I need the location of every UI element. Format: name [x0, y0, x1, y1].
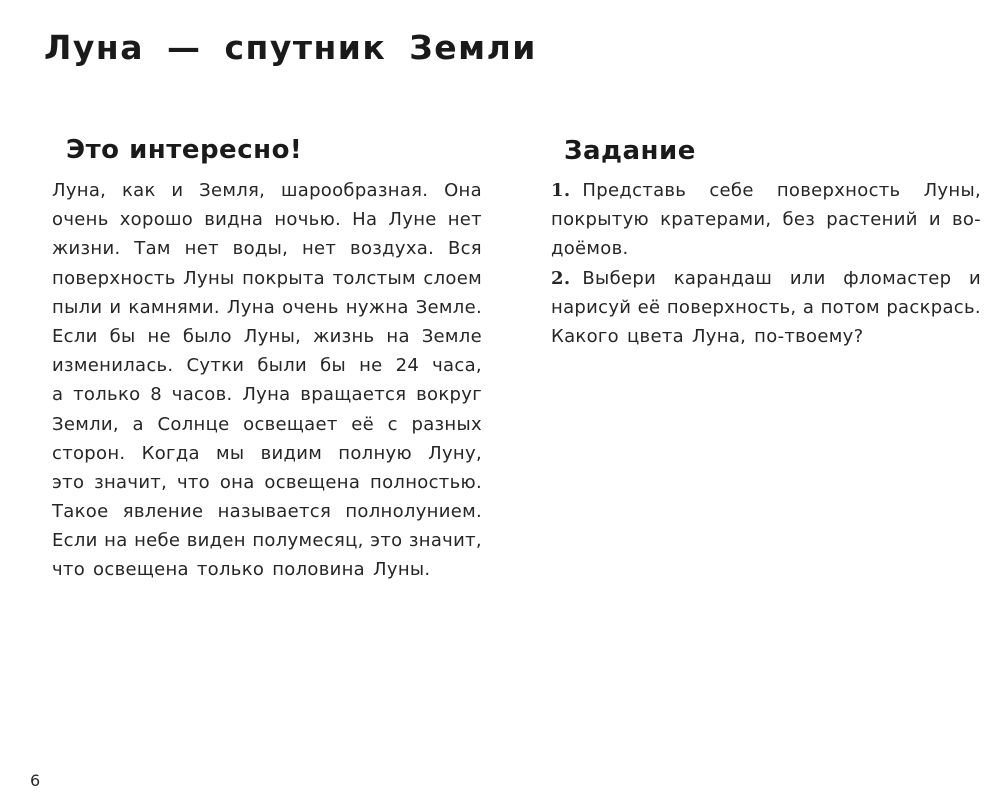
word: а [802, 296, 815, 318]
word: 24 [395, 355, 420, 377]
task-line-first [551, 264, 981, 293]
word: Вся [447, 238, 482, 260]
word: без [782, 209, 816, 231]
task-line [551, 205, 981, 234]
word: полностью. [370, 471, 482, 493]
word: нет [447, 209, 482, 231]
task-number: 1. [551, 180, 571, 201]
word: жизни. [52, 238, 121, 260]
text-line [52, 351, 482, 380]
text-line [52, 410, 482, 439]
word: значит, [408, 530, 482, 552]
word: она [219, 471, 255, 493]
text-line [52, 439, 482, 468]
word: нет [301, 238, 337, 260]
word: были [257, 355, 308, 377]
word: воды, [232, 238, 289, 260]
word: Луну, [428, 442, 482, 464]
word: а [52, 384, 64, 406]
word: Земле. [415, 296, 482, 318]
word: и [109, 296, 122, 318]
word: хорошо [119, 209, 194, 231]
task-line [551, 264, 981, 293]
word: часа, [432, 355, 482, 377]
word: Луна, [52, 180, 107, 201]
word: во- [951, 209, 981, 231]
word: пыли [52, 296, 103, 318]
word: Там [134, 238, 171, 260]
interesting-text [52, 176, 482, 585]
word: растений [826, 209, 918, 231]
word: сторон. [52, 442, 126, 464]
task-line-text: Выбери карандаш или фломастер и [582, 267, 981, 289]
word: видна [204, 209, 264, 231]
word: её [637, 296, 661, 318]
word: освещает [243, 413, 338, 435]
text-line [52, 205, 482, 234]
word: толстым [332, 267, 416, 289]
word: шарообразная. [280, 180, 429, 201]
word: Луны [183, 267, 235, 289]
word: полную [338, 442, 412, 464]
word: её [351, 413, 375, 435]
word: было [182, 325, 232, 347]
word: как [121, 180, 156, 201]
text-line [52, 468, 482, 497]
word: Земли, [52, 413, 119, 435]
word: слоем [423, 267, 482, 289]
word: Луне [388, 209, 437, 231]
word: поверхность, [666, 296, 797, 318]
word: разных [411, 413, 482, 435]
word: 8 [150, 384, 162, 406]
word: поверхность [52, 267, 176, 289]
word: потом [820, 296, 880, 318]
word: на [104, 530, 128, 552]
task-line: доёмов. [551, 238, 629, 260]
task-line-first [551, 176, 981, 205]
task-line [551, 293, 981, 322]
word: это [370, 530, 403, 552]
word: виден [186, 530, 246, 552]
text-line [52, 264, 482, 293]
word: Солнце [157, 413, 230, 435]
word: называется [217, 501, 332, 523]
task-list [551, 176, 981, 351]
word: воздуха. [350, 238, 435, 260]
word: на [386, 325, 410, 347]
word: Сутки [186, 355, 245, 377]
text-line [52, 176, 482, 205]
interesting-heading: Это интересно! [66, 135, 303, 165]
word: жизнь [313, 325, 375, 347]
word: Луна [242, 384, 291, 406]
word: покрытую [551, 209, 649, 231]
text-line [52, 497, 482, 526]
word: это [52, 471, 85, 493]
task-line: Какого цвета Луна, по-твоему? [551, 325, 864, 347]
page-number: 6 [30, 771, 41, 790]
word: Земля, [199, 180, 266, 201]
word: что [176, 471, 210, 493]
text-line [52, 293, 482, 322]
word: только [73, 384, 141, 406]
word: полумесяц, [252, 530, 364, 552]
word: Она [444, 180, 482, 201]
text-line: что освещена только половина Луны. [52, 559, 431, 581]
word: ночью. [274, 209, 342, 231]
word: часов. [171, 384, 233, 406]
word: Если [52, 530, 98, 552]
word: очень [52, 209, 109, 231]
task-line [551, 176, 981, 205]
word: а [132, 413, 144, 435]
word: мы [216, 442, 245, 464]
text-line [52, 234, 482, 263]
word: не [147, 325, 171, 347]
word: очень [282, 296, 339, 318]
task-number: 2. [551, 267, 571, 289]
word: явление [122, 501, 204, 523]
task-item-1 [551, 176, 981, 264]
word: бы [320, 355, 347, 377]
page-title: Луна — спутник Земли [44, 28, 537, 67]
text-line [52, 526, 482, 555]
word: Земле [421, 325, 482, 347]
word: Когда [141, 442, 200, 464]
word: Такое [52, 501, 109, 523]
word: вокруг [416, 384, 482, 406]
word: небе [134, 530, 181, 552]
word: освещена [264, 471, 361, 493]
word: изменилась. [52, 355, 174, 377]
task-heading: Задание [564, 136, 696, 166]
word: На [352, 209, 378, 231]
word: и [928, 209, 941, 231]
word: раскрась. [886, 296, 981, 318]
word: Если [52, 325, 98, 347]
word: вращается [300, 384, 407, 406]
word: полнолунием. [345, 501, 482, 523]
text-line [52, 322, 482, 351]
word: и [171, 180, 184, 201]
word: значит, [94, 471, 168, 493]
word: не [359, 355, 383, 377]
word: Луна [226, 296, 276, 318]
task-line-text: Представь себе поверхность Луны, [582, 180, 981, 201]
word: нет [184, 238, 219, 260]
word: бы [109, 325, 136, 347]
word: покрыта [242, 267, 326, 289]
word: Луны, [243, 325, 302, 347]
text-line [52, 380, 482, 409]
word: с [387, 413, 398, 435]
word: видим [260, 442, 323, 464]
word: камнями. [128, 296, 220, 318]
word: нарисуй [551, 296, 632, 318]
task-item-2 [551, 264, 981, 352]
word: нужна [345, 296, 409, 318]
word: кратерами, [660, 209, 772, 231]
